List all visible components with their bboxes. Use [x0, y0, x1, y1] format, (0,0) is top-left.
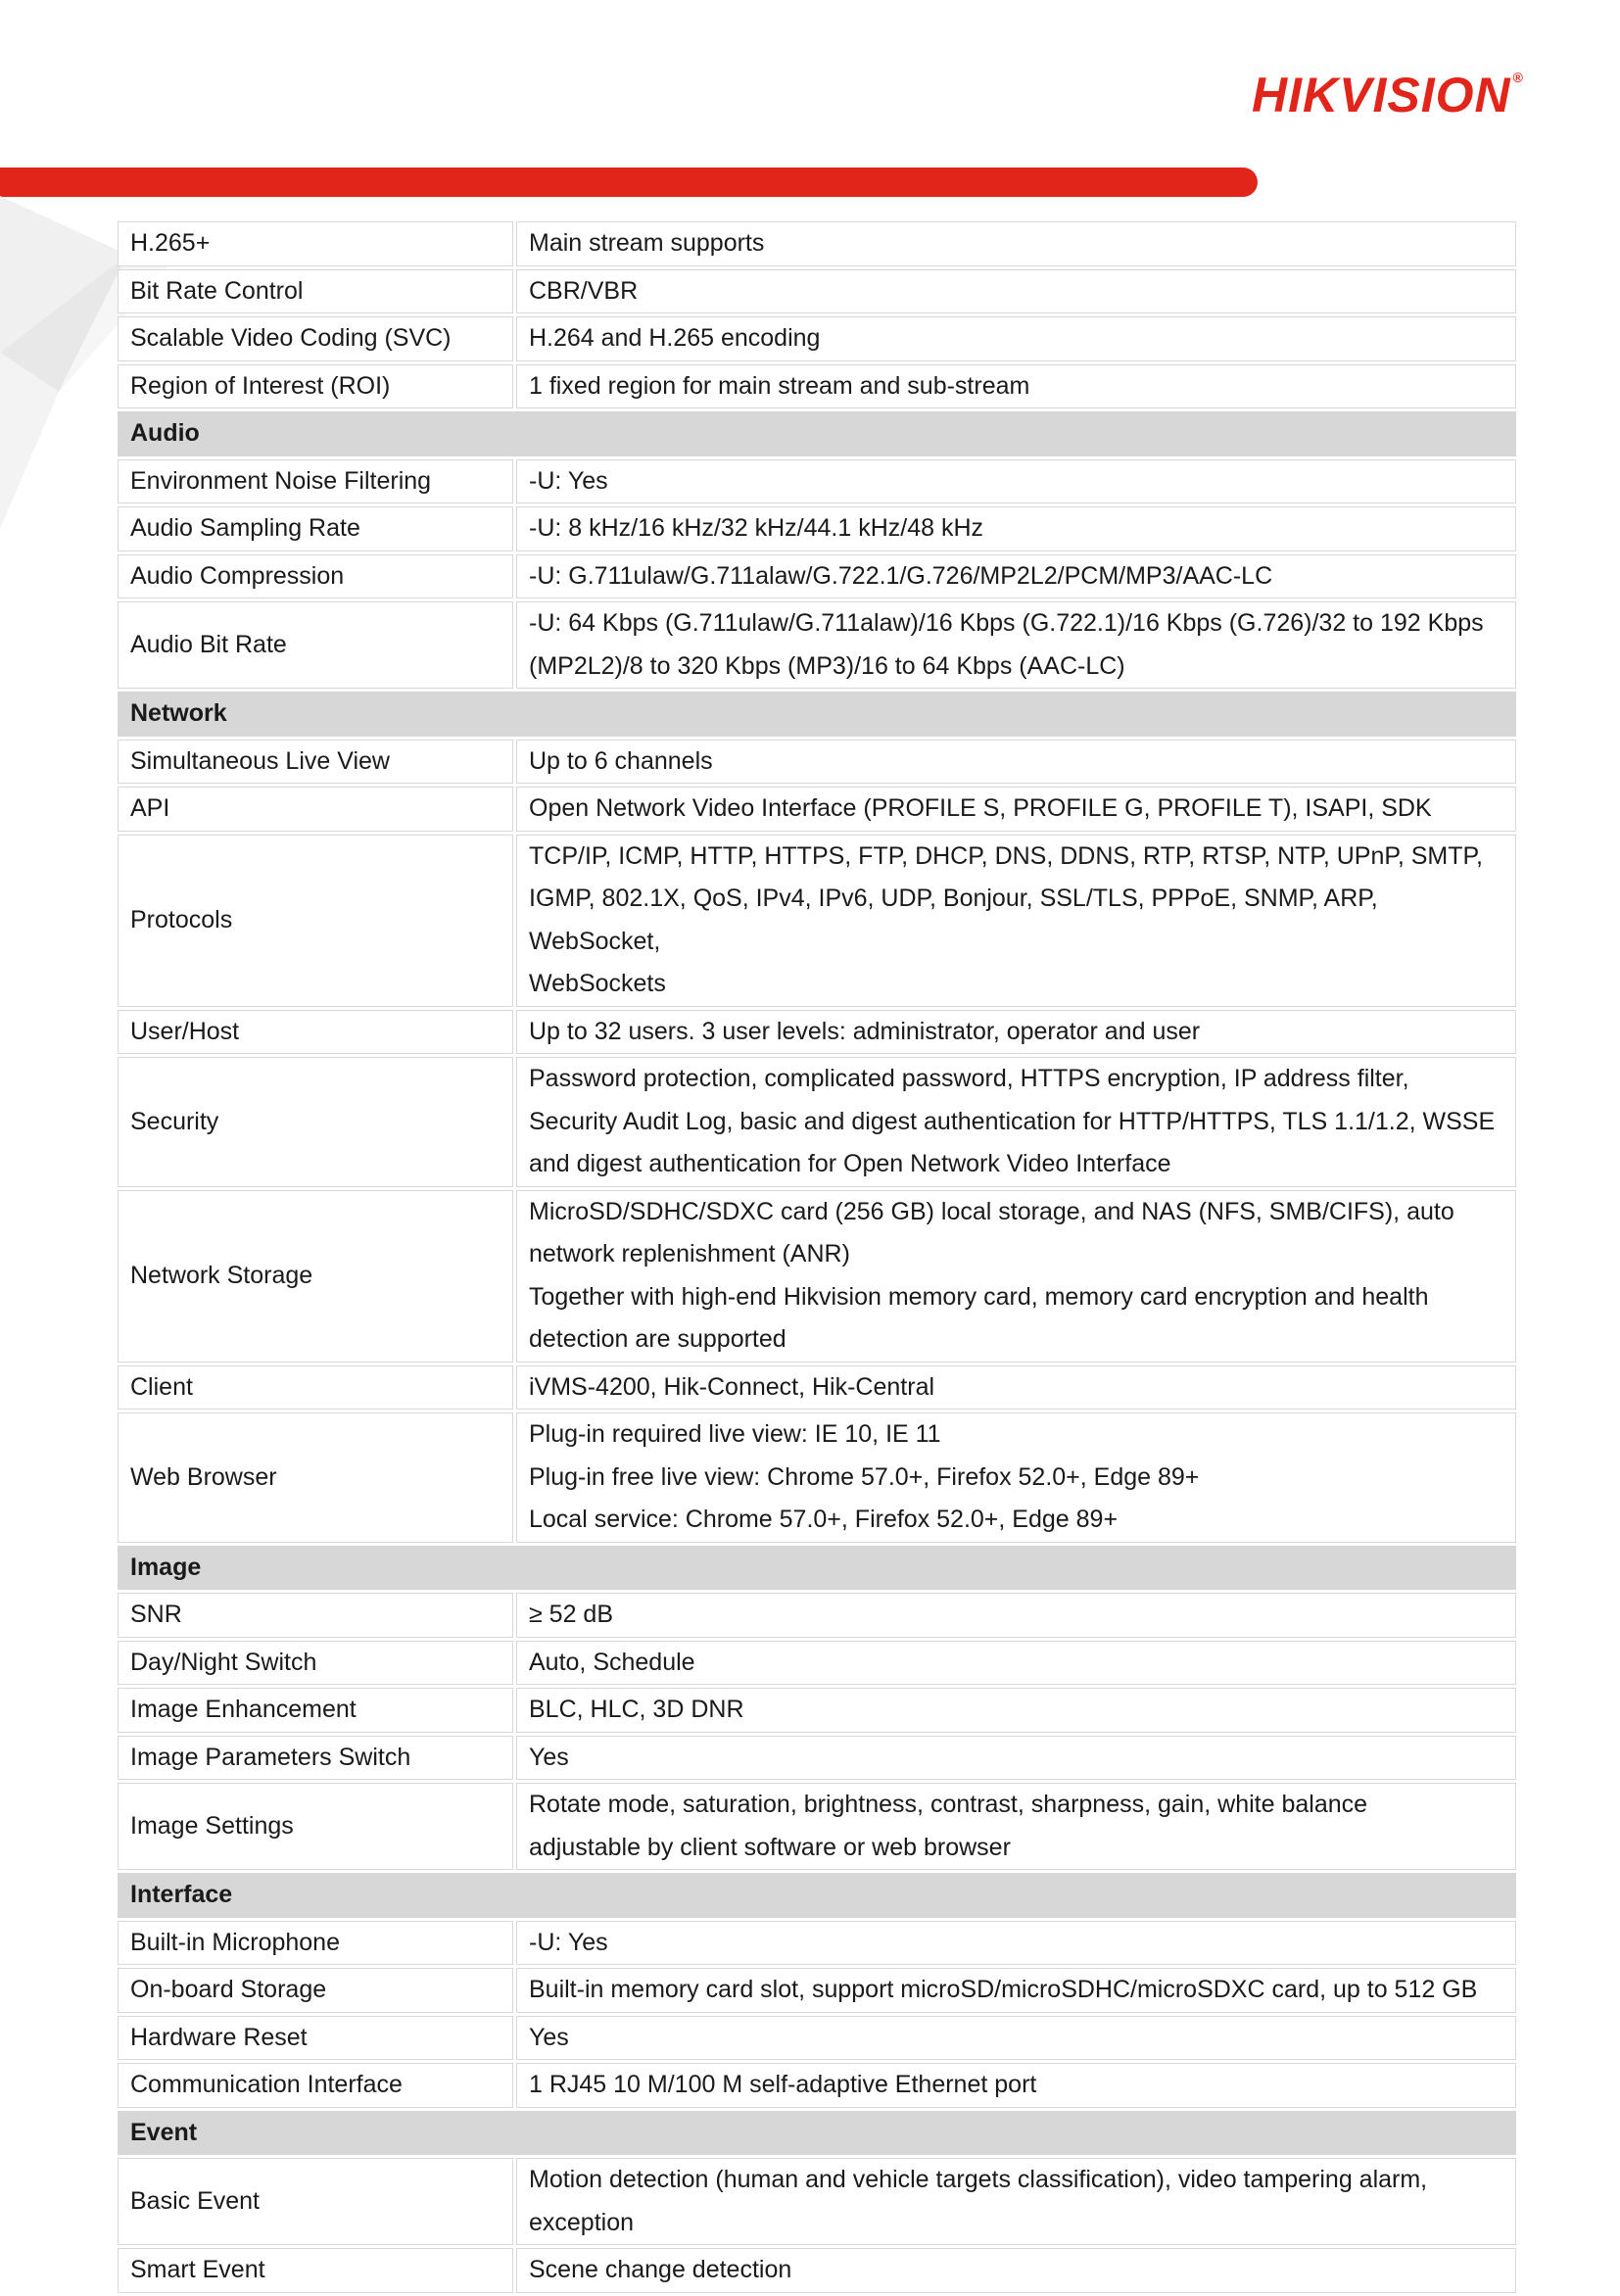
spec-value [516, 1593, 1516, 1638]
section-header-row [118, 2111, 1516, 2156]
spec-value-line: Together with high-end Hikvision memory card, memory card encryption and health [529, 1282, 1429, 1311]
spec-value-line: TCP/IP, ICMP, HTTP, HTTPS, FTP, DHCP, DNS, DDNS, RTP, RTSP, NTP, UPnP, SMTP, [529, 841, 1483, 870]
table-row [118, 1010, 1516, 1055]
table-row [118, 2063, 1516, 2108]
table-row [118, 2016, 1516, 2061]
spec-value-line: Yes [529, 1743, 569, 1771]
spec-value-line: Yes [529, 2023, 569, 2051]
spec-value-line: iVMS-4200, Hik-Connect, Hik-Central [529, 1372, 935, 1401]
spec-value [516, 364, 1516, 409]
spec-value [516, 459, 1516, 504]
table-row [118, 1968, 1516, 2013]
spec-value-line: Auto, Schedule [529, 1648, 695, 1676]
spec-value-line: Rotate mode, saturation, brightness, contrast, sharpness, gain, white balance [529, 1791, 1368, 1818]
table-row [118, 2158, 1516, 2245]
spec-key: Web Browser [118, 1412, 513, 1543]
spec-value [516, 787, 1516, 832]
spec-value-line: -U: 8 kHz/16 kHz/32 kHz/44.1 kHz/48 kHz [529, 514, 984, 542]
spec-key: Security [118, 1057, 513, 1187]
spec-table-body [118, 221, 1516, 2293]
spec-value-line: WebSockets [529, 970, 666, 997]
spec-key: Simultaneous Live View [118, 740, 513, 785]
spec-value [516, 1783, 1516, 1870]
spec-value [516, 1365, 1516, 1411]
spec-value-line: 1 fixed region for main stream and sub-stream [529, 371, 1030, 400]
spec-value-line: Motion detection (human and vehicle targets classification), video tampering alarm, [529, 2166, 1428, 2193]
spec-key: SNR [118, 1593, 513, 1638]
spec-value-line: Up to 6 channels [529, 746, 713, 775]
header-red-bar [0, 167, 1258, 197]
spec-value-line: CBR/VBR [529, 276, 639, 305]
table-row [118, 1921, 1516, 1966]
spec-value [516, 2016, 1516, 2061]
spec-value [516, 835, 1516, 1007]
table-row [118, 459, 1516, 504]
spec-value-line: 1 RJ45 10 M/100 M self-adaptive Ethernet port [529, 2071, 1037, 2098]
spec-key: Scalable Video Coding (SVC) [118, 316, 513, 361]
spec-value [516, 1412, 1516, 1543]
table-row [118, 221, 1516, 266]
spec-value-line: Security Audit Log, basic and digest authentication for HTTP/HTTPS, TLS 1.1/1.2, WSSE [529, 1107, 1496, 1135]
spec-value-line: and digest authentication for Open Network Video Interface [529, 1150, 1171, 1177]
table-row [118, 554, 1516, 599]
spec-value [516, 2063, 1516, 2108]
table-row [118, 1593, 1516, 1638]
spec-value-line: H.264 and H.265 encoding [529, 324, 821, 352]
spec-key: Audio Sampling Rate [118, 506, 513, 551]
spec-value [516, 1057, 1516, 1187]
spec-key: Basic Event [118, 2158, 513, 2245]
spec-value-line: Password protection, complicated password, HTTPS encryption, IP address filter, [529, 1065, 1409, 1092]
spec-key: Environment Noise Filtering [118, 459, 513, 504]
section-title: Audio [118, 411, 1516, 456]
spec-key: Built-in Microphone [118, 1921, 513, 1966]
spec-key: Image Enhancement [118, 1688, 513, 1733]
spec-key: Smart Event [118, 2248, 513, 2293]
table-row [118, 1412, 1516, 1543]
spec-value [516, 1010, 1516, 1055]
spec-value [516, 740, 1516, 785]
table-row [118, 1190, 1516, 1363]
spec-value [516, 1190, 1516, 1363]
spec-key: Bit Rate Control [118, 269, 513, 314]
section-title: Event [118, 2111, 1516, 2156]
table-row [118, 364, 1516, 409]
spec-value [516, 1641, 1516, 1686]
spec-value [516, 2248, 1516, 2293]
spec-value-line: Scene change detection [529, 2256, 792, 2283]
spec-key: Day/Night Switch [118, 1641, 513, 1686]
spec-key: Image Parameters Switch [118, 1736, 513, 1781]
table-row [118, 316, 1516, 361]
spec-table [115, 218, 1519, 2296]
spec-key: Audio Bit Rate [118, 601, 513, 689]
spec-value-line: MicroSD/SDHC/SDXC card (256 GB) local storage, and NAS (NFS, SMB/CIFS), auto [529, 1197, 1454, 1225]
spec-value-line: (MP2L2)/8 to 320 Kbps (MP3)/16 to 64 Kbps (AAC-LC) [529, 651, 1125, 680]
table-row [118, 1783, 1516, 1870]
spec-key: Audio Compression [118, 554, 513, 599]
spec-value [516, 269, 1516, 314]
table-row [118, 787, 1516, 832]
spec-value-line: -U: Yes [529, 1928, 608, 1956]
table-row [118, 269, 1516, 314]
spec-key: Region of Interest (ROI) [118, 364, 513, 409]
spec-value [516, 221, 1516, 266]
spec-value-line: Main stream supports [529, 229, 765, 257]
spec-value-line: -U: G.711ulaw/G.711alaw/G.722.1/G.726/MP2L2/PCM/MP3/AAC-LC [529, 561, 1273, 590]
spec-value-line: Local service: Chrome 57.0+, Firefox 52.0+, Edge 89+ [529, 1506, 1119, 1533]
table-row [118, 1057, 1516, 1187]
spec-key: Client [118, 1365, 513, 1411]
spec-value-line: -U: Yes [529, 466, 608, 495]
spec-value [516, 506, 1516, 551]
spec-key: User/Host [118, 1010, 513, 1055]
spec-key: Hardware Reset [118, 2016, 513, 2061]
hikvision-logo [1252, 68, 1524, 122]
table-row [118, 1365, 1516, 1411]
spec-value [516, 554, 1516, 599]
table-row [118, 506, 1516, 551]
table-row [118, 601, 1516, 689]
logo-text: HIKVISION [1252, 68, 1511, 122]
section-title: Network [118, 692, 1516, 737]
table-row [118, 1641, 1516, 1686]
spec-value-line: IGMP, 802.1X, QoS, IPv4, IPv6, UDP, Bonjour, SSL/TLS, PPPoE, SNMP, ARP, WebSocket, [529, 885, 1378, 955]
spec-value-line: Open Network Video Interface (PROFILE S, PROFILE G, PROFILE T), ISAPI, SDK [529, 794, 1432, 822]
spec-value-line: ≥ 52 dB [529, 1601, 613, 1628]
spec-value-line: -U: 64 Kbps (G.711ulaw/G.711alaw)/16 Kbps (G.722.1)/16 Kbps (G.726)/32 to 192 Kbps [529, 609, 1484, 637]
table-row [118, 740, 1516, 785]
spec-value-line: BLC, HLC, 3D DNR [529, 1696, 744, 1723]
spec-key: On-board Storage [118, 1968, 513, 2013]
table-row [118, 1736, 1516, 1781]
spec-value [516, 1921, 1516, 1966]
spec-key: H.265+ [118, 221, 513, 266]
spec-value [516, 1688, 1516, 1733]
spec-value-line: exception [529, 2208, 635, 2236]
spec-value [516, 1736, 1516, 1781]
spec-value-line: network replenishment (ANR) [529, 1240, 850, 1268]
spec-value-line: Plug-in free live view: Chrome 57.0+, Firefox 52.0+, Edge 89+ [529, 1462, 1200, 1491]
section-header-row [118, 1873, 1516, 1918]
spec-value [516, 2158, 1516, 2245]
spec-key: Network Storage [118, 1190, 513, 1363]
table-row [118, 1688, 1516, 1733]
spec-value-line: Plug-in required live view: IE 10, IE 11 [529, 1420, 941, 1448]
spec-value-line: Up to 32 users. 3 user levels: administrator, operator and user [529, 1017, 1201, 1045]
spec-value [516, 601, 1516, 689]
section-header-row [118, 1546, 1516, 1591]
table-row [118, 2248, 1516, 2293]
spec-value [516, 316, 1516, 361]
spec-key: Communication Interface [118, 2063, 513, 2108]
spec-key: API [118, 787, 513, 832]
spec-key: Image Settings [118, 1783, 513, 1870]
spec-value-line: Built-in memory card slot, support microSD/microSDHC/microSDXC card, up to 512 GB [529, 1976, 1478, 2003]
section-header-row [118, 411, 1516, 456]
spec-value-line: detection are supported [529, 1325, 786, 1353]
table-row [118, 835, 1516, 1007]
spec-value [516, 1968, 1516, 2013]
section-header-row [118, 692, 1516, 737]
spec-value-line: adjustable by client software or web browser [529, 1833, 1011, 1861]
registered-mark: ® [1512, 70, 1524, 85]
section-title: Image [118, 1546, 1516, 1591]
section-title: Interface [118, 1873, 1516, 1918]
spec-key: Protocols [118, 835, 513, 1007]
